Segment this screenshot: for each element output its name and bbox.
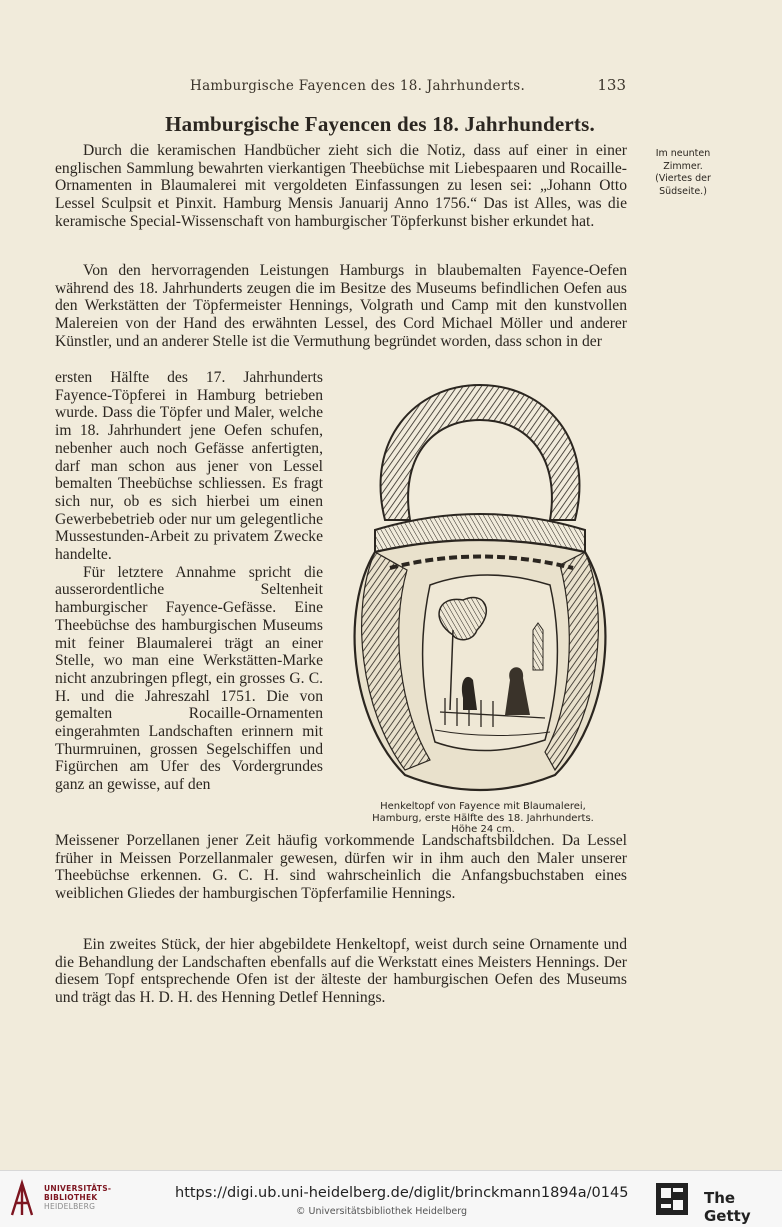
paragraph-text: Von den hervorragenden Leistungen Hamburgs in blaubemalten Fayence-Oefen während des 18. Jahrhunderts zeugen die im Besitze des Museums befindlichen Oefen aus den Werkstätten der Töpfermeister Hennings, Volgrath und Camp mit den kunstvollen Malereien von der Hand des erwähnten Lessel, des Cord Michael Möller und anderer Künstler, und an anderer Stelle ist die Vermuthung begründet worden, dass schon in der: [55, 262, 627, 350]
library-name-line: UNIVERSITÄTS-: [44, 1184, 112, 1193]
margin-note-line: Südseite.): [659, 185, 707, 197]
paragraph-4: [55, 936, 627, 1007]
margin-note: [642, 148, 724, 198]
page-number: 133: [597, 76, 626, 94]
paragraph-text: ersten Hälfte des 17. Jahrhunderts Fayence-Töpferei in Hamburg betrieben wurde. Dass die Töpfer und Maler, welche im 18. Jahrhundert jene Oefen schufen, nebenher auch noch Gefässe anfertigten, darf man schon aus jener von Lessel bemalten Theebüchse schliessen. Es fragt sich nur, ob es sich hierbei um einen Gewerbebetrieb oder nur um gelegentliche Mussestunden-Arbeit zu privatem Zwecke handelte.: [55, 369, 323, 564]
permalink-url[interactable]: https://digi.ub.uni-heidelberg.de/diglit/brinckmann1894a/0145: [175, 1185, 629, 1201]
university-library-logo-icon[interactable]: [8, 1179, 36, 1219]
distant-tower: [533, 623, 543, 670]
viewer-footer: [0, 1170, 782, 1227]
caption-line: Hamburg, erste Hälfte des 18. Jahrhunderts.: [372, 812, 594, 824]
getty-name: The Getty: [704, 1189, 751, 1225]
margin-note-line: Im neunten: [655, 148, 711, 159]
paragraph-text: Meissener Porzellanen jener Zeit häufig vorkommende Landschaftsbildchen. Da Lessel früher in Meissen Porzellanmaler gewesen, dürfen wir in ihm auch den Maler unserer Theebüchse erkennen. G. C. H. sind wahrscheinlich die Anfangsbuchstaben eines weiblichen Gliedes der hamburgischen Töpferfamilie Hennings.: [55, 832, 627, 903]
caption-line: Höhe 24 cm.: [451, 824, 515, 836]
library-name-line: HEIDELBERG: [44, 1202, 96, 1211]
paragraph-3-continued: [55, 832, 627, 903]
library-name: [44, 1184, 111, 1211]
paragraph-1: [55, 142, 627, 231]
paragraph-text: Für letztere Annahme spricht die ausserordentliche Seltenheit hamburgischer Fayence-Gefässe. Eine Theebüchse des hamburgischen Museums mit feiner Blaumalerei trägt an einer Stelle, wo man eine Werkstätten-Marke nicht anzubringen pflegt, ein grosses G. C. H. und die Jahreszahl 1751. Die von gemalten Rocaille-Ornamenten eingerahmten Landschaften erinnern mit Thurmruinen, grossen Segelschiffen und Figürchen am Ufer des Vordergrundes ganz an gewisse, auf den: [55, 563, 323, 794]
getty-logo-icon[interactable]: [655, 1182, 689, 1216]
running-head: Hamburgische Fayencen des 18. Jahrhunderts.: [190, 78, 526, 94]
paragraph-text: Ein zweites Stück, der hier abgebildete Henkeltopf, weist durch seine Ornamente und die Behandlung der Landschaften ebenfalls auf die Werkstatt eines Meisters Hennings. Der diesem Topf entsprechende Ofen ist der älteste der hamburgischen Oefen des Museums und trägt das H. D. H. des Henning Detlef Hennings.: [55, 936, 627, 1007]
paragraph-text: Durch die keramischen Handbücher zieht sich die Notiz, dass auf einer in einer englischen Sammlung bewahrten vierkantigen Theebüchse mit Liebespaaren und Rocaille-Ornamenten in Blaumalerei mit vergoldeten Einfassungen zu lesen sei: „Johann Otto Lessel Sculpsit et Pinxit. Hamburg Mensis Januarij Anno 1756.“ Das ist Alles, was die keramische Special-Wissenschaft von hamburgischer Töpferkunst bisher erkundet hat.: [55, 142, 627, 230]
pot-handle: [381, 385, 580, 520]
paragraph-2: [55, 262, 627, 351]
caption-line: Henkeltopf von Fayence mit Blaumalerei,: [380, 801, 586, 812]
wrapped-text-column: [55, 369, 323, 794]
page-title: Hamburgische Fayencen des 18. Jahrhunderts.: [165, 112, 595, 136]
margin-note-line: Zimmer.: [663, 160, 703, 172]
figure-caption: [352, 801, 614, 836]
margin-note-line: (Viertes der: [655, 173, 711, 185]
library-name-line: BIBLIOTHEK: [44, 1193, 98, 1202]
henkeltopf-illustration: [345, 380, 615, 800]
copyright-notice: © Universitätsbibliothek Heidelberg: [296, 1206, 468, 1217]
